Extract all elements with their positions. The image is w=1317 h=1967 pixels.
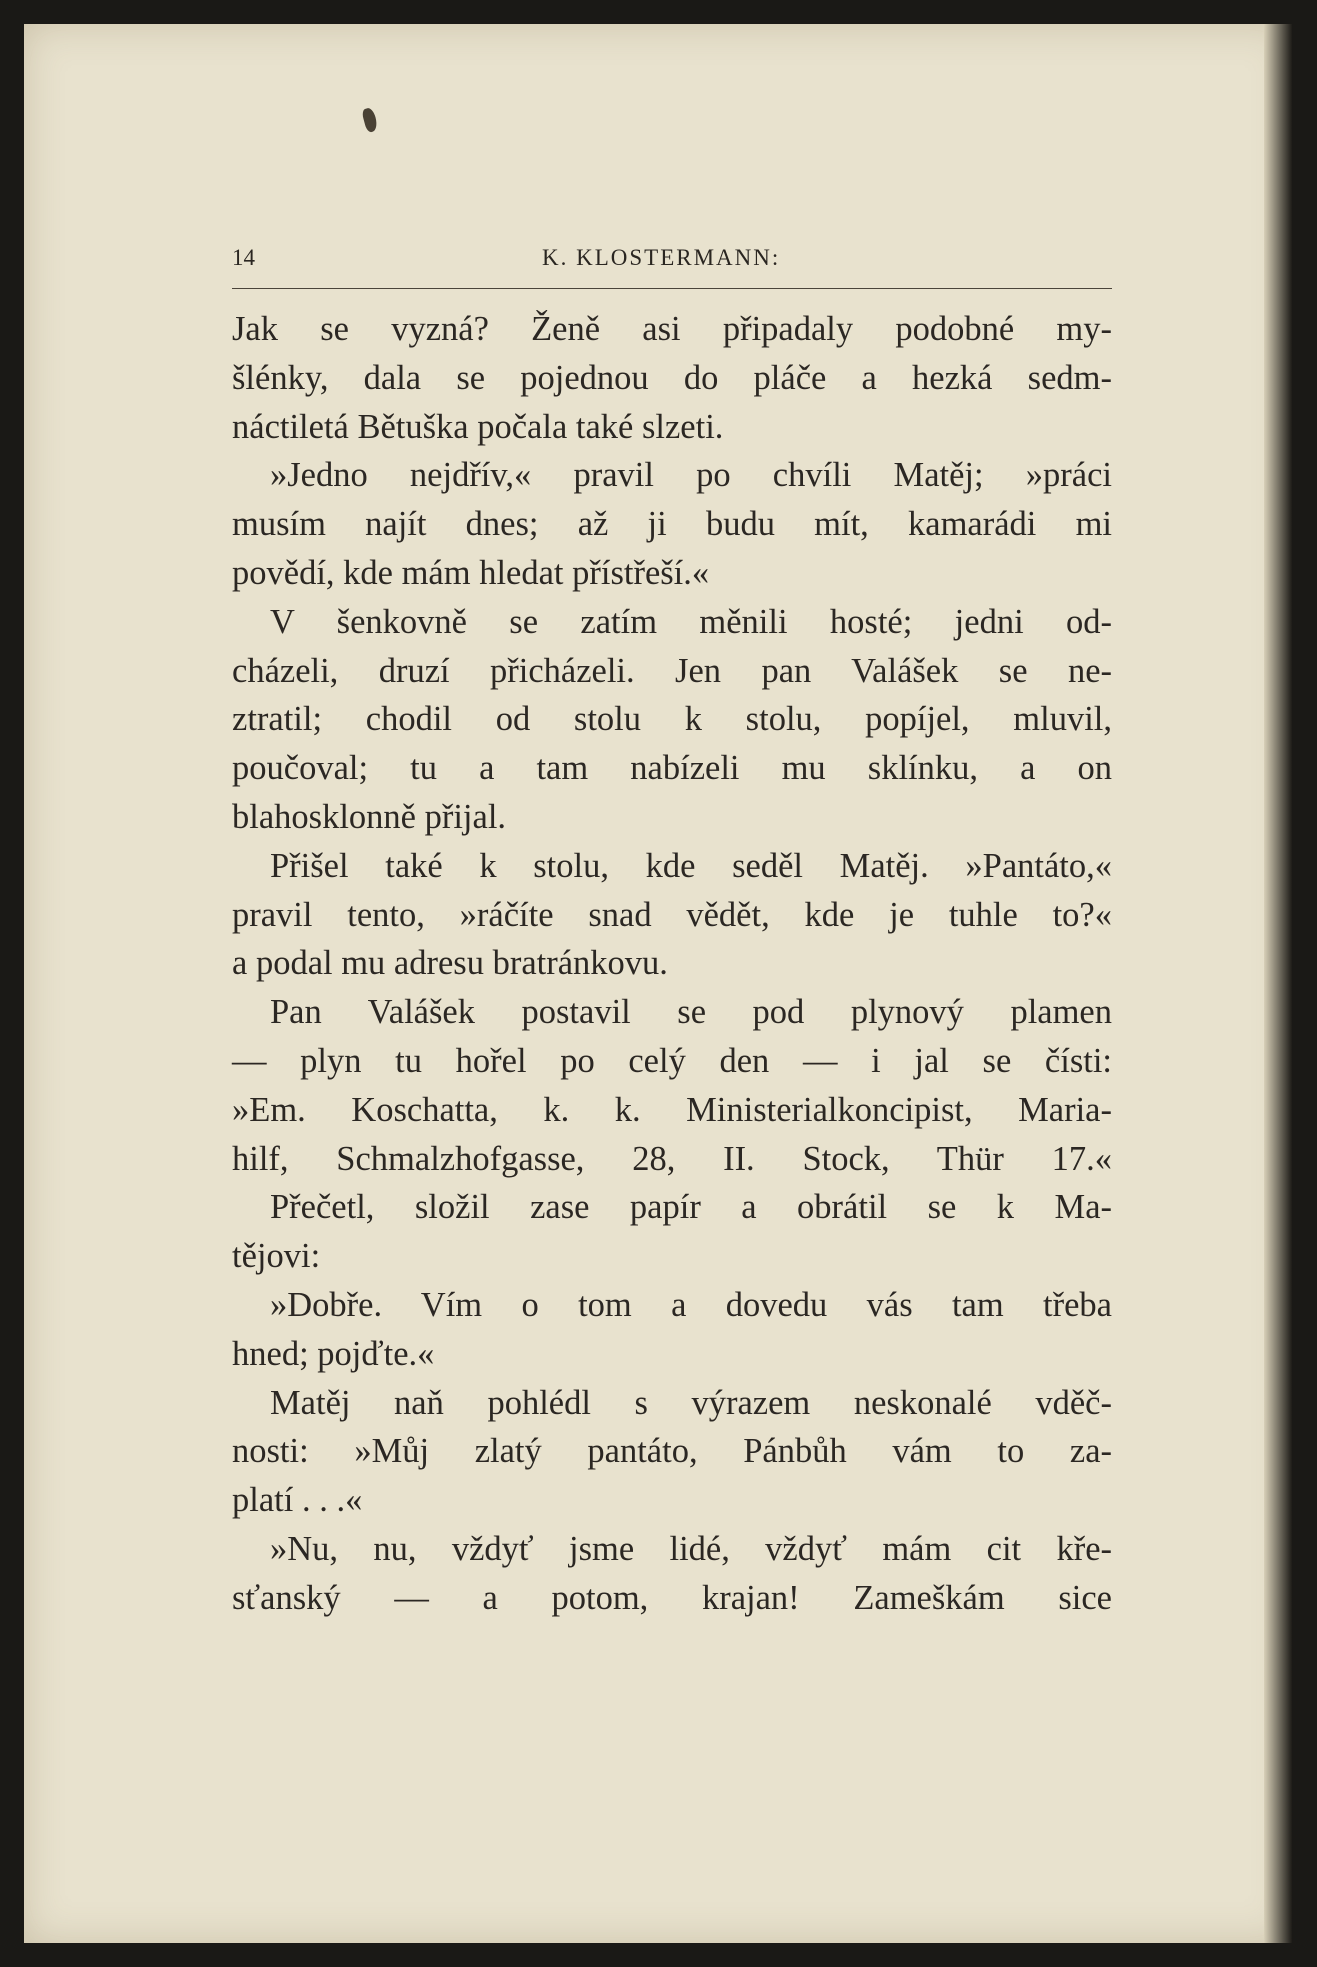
text-line: náctiletá Bětuška počala také slzeti.	[232, 407, 724, 446]
text-line: hned; pojďte.«	[232, 1334, 435, 1373]
text-line: hilf, Schmalzhofgasse, 28, II. Stock, Thür 17.«	[232, 1139, 1112, 1178]
text-line: Přečetl, složil zase papír a obrátil se k Ma-	[270, 1188, 1112, 1227]
text-line: a podal mu adresu bratránkovu.	[232, 944, 668, 983]
text-line: cházeli, druzí přicházeli. Jen pan Valášek se ne-	[232, 651, 1112, 690]
text-line: blahosklonně přijal.	[232, 797, 507, 836]
header-rule	[232, 288, 1112, 289]
text-line: »Nu, nu, vždyť jsme lidé, vždyť mám cit kře-	[270, 1529, 1112, 1568]
page-spine-shadow	[1264, 24, 1292, 1943]
text-line: tějovi:	[232, 1237, 321, 1276]
text-line: musím najít dnes; až ji budu mít, kamarádi mi	[232, 505, 1112, 544]
page-header	[232, 245, 1112, 285]
ink-blot	[361, 107, 379, 133]
text-line: Přišel také k stolu, kde seděl Matěj. »Pantáto,«	[270, 846, 1112, 885]
text-line: Jak se vyzná? Ženě asi připadaly podobné my-	[232, 310, 1112, 348]
text-line: platí . . .«	[232, 1481, 363, 1520]
text-line: poučoval; tu a tam nabízeli mu sklínku, a on	[232, 749, 1112, 788]
text-line: sťanský — a potom, krajan! Zameškám sice	[232, 1578, 1112, 1617]
text-line: »Em. Koschatta, k. k. Ministerialkoncipist, Maria-	[232, 1090, 1112, 1129]
text-line: V šenkovně se zatím měnili hosté; jedni od-	[270, 602, 1112, 641]
text-line: šlénky, dala se pojednou do pláče a hezká sedm-	[232, 358, 1112, 397]
text-line: nosti: »Můj zlatý pantáto, Pánbůh vám to za-	[232, 1432, 1112, 1471]
text-line: — plyn tu hořel po celý den — i jal se čísti:	[232, 1041, 1112, 1080]
text-line: »Dobře. Vím o tom a dovedu vás tam třeba	[270, 1285, 1112, 1324]
text-line: ztratil; chodil od stolu k stolu, popíjel, mluvil,	[232, 700, 1112, 739]
text-line: »Jedno nejdřív,« pravil po chvíli Matěj; »práci	[270, 456, 1112, 495]
running-head: K. KLOSTERMANN:	[542, 245, 781, 270]
page-number: 14	[232, 245, 255, 270]
text-line: pravil tento, »ráčíte snad vědět, kde je tuhle to?«	[232, 895, 1112, 934]
text-line: Pan Valášek postavil se pod plynový plamen	[270, 993, 1112, 1032]
page-text	[232, 305, 1112, 1623]
text-line: povědí, kde mám hledat přístřeší.«	[232, 553, 710, 592]
text-line: Matěj naň pohlédl s výrazem neskonalé vděč-	[270, 1383, 1112, 1422]
